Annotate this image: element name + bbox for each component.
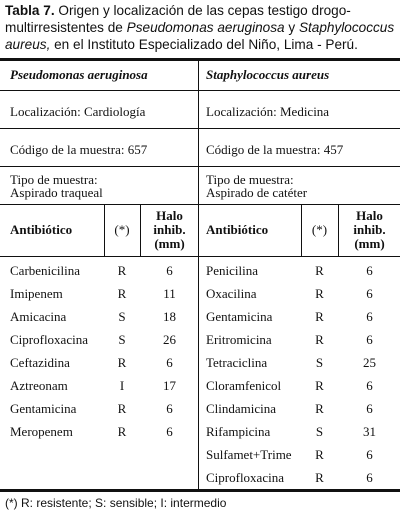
left-col-result: (*) xyxy=(114,222,130,237)
table-row-l-halo: 6 xyxy=(166,355,173,370)
table-row-r-halo: 6 xyxy=(366,401,373,416)
table-row-r-name: Oxacilina xyxy=(206,286,257,301)
table-row-r-name: Gentamicina xyxy=(206,309,273,324)
table-row-r-res: R xyxy=(315,378,324,393)
table-row-r-res: R xyxy=(315,470,324,485)
table-row-l-res: R xyxy=(117,401,127,416)
left-sample-type: Aspirado traqueal xyxy=(10,185,103,200)
rule-organism xyxy=(0,90,400,91)
table-row-l-res: I xyxy=(119,378,125,393)
table-row-r-name: Sulfamet+Trime xyxy=(206,447,292,462)
rule-header xyxy=(0,256,400,257)
table-row-r-res: R xyxy=(315,447,324,462)
table-row-r-name: Rifampicina xyxy=(206,424,271,439)
table-row-r-halo: 6 xyxy=(366,470,373,485)
caption-label: Tabla 7. xyxy=(5,3,55,18)
table-row-r-res: R xyxy=(315,263,324,278)
table-row-l-halo: 11 xyxy=(163,286,176,301)
table-row-r-res: R xyxy=(315,401,324,416)
table-row-l-res: R xyxy=(117,263,127,278)
table-row-l-name: Carbenicilina xyxy=(10,263,81,278)
table-row-l-name: Amicacina xyxy=(10,309,67,324)
table-row-r-halo: 6 xyxy=(366,263,373,278)
left-col-antibiotic: Antibiótico xyxy=(10,222,73,237)
table-row-r-halo: 25 xyxy=(363,355,376,370)
left-localization: Localización: Cardiología xyxy=(10,104,146,119)
rule-top xyxy=(0,58,400,61)
table-row-l-halo: 6 xyxy=(166,401,173,416)
table-row-r-name: Eritromicina xyxy=(206,332,272,347)
table-row-l-name: Aztreonam xyxy=(10,378,68,393)
table-row-r-name: Cloramfenicol xyxy=(206,378,282,393)
right-organism: Staphylococcus aureus xyxy=(206,67,330,82)
table-footnote: (*) R: resistente; S: sensible; I: intermedio xyxy=(5,496,227,510)
table-row-l-res: R xyxy=(117,424,127,439)
rule-localization xyxy=(0,128,400,129)
rule-type xyxy=(0,204,400,205)
table-row-l-name: Gentamicina xyxy=(10,401,77,416)
right-col-result: (*) xyxy=(311,222,328,237)
right-sample-type-label: Tipo de muestra: xyxy=(206,172,294,187)
table-row-r-res: R xyxy=(315,286,324,301)
table-row-l-name: Imipenem xyxy=(10,286,63,301)
table-row-r-halo: 6 xyxy=(366,378,373,393)
right-col-halo-2: inhib. xyxy=(353,222,386,237)
table-row-l-halo: 18 xyxy=(163,309,176,324)
table-row-r-halo: 6 xyxy=(366,447,373,462)
table-row-r-halo: 6 xyxy=(366,332,373,347)
divider-center xyxy=(198,61,199,489)
table-caption: Tabla 7. Origen y localización de las cepas testigo drogo-multirresistentes de Pseudomonas aeruginosa y Staphylococcus aureus, en el Instituto Especializado del Niño, Lima - Perú. xyxy=(5,3,395,52)
rule-bottom xyxy=(0,489,400,492)
table-row-l-name: Meropenem xyxy=(10,424,73,439)
table-row-l-halo: 26 xyxy=(163,332,176,347)
table-row-r-halo: 6 xyxy=(366,286,373,301)
left-sample-code: Código de la muestra: 657 xyxy=(10,142,148,157)
table-row-l-name: Ciprofloxacina xyxy=(10,332,88,347)
rule-code xyxy=(0,166,400,167)
table-row-l-res: R xyxy=(117,286,127,301)
table-row-l-halo: 17 xyxy=(163,378,176,393)
table-row-r-name: Penicilina xyxy=(206,263,258,278)
table-row-r-name: Ciprofloxacina xyxy=(206,470,284,485)
right-col-halo-1: Halo xyxy=(356,208,383,223)
table-row-r-halo: 31 xyxy=(363,424,376,439)
left-col-halo-3: (mm) xyxy=(154,236,185,251)
table-row-l-res: R xyxy=(117,355,127,370)
right-col-halo-3: (mm) xyxy=(354,236,385,251)
left-sample-type-label: Tipo de muestra: xyxy=(10,172,98,187)
table-row-r-res: R xyxy=(315,332,324,347)
table-row-l-halo: 6 xyxy=(166,263,173,278)
table-row-l-name: Ceftazidina xyxy=(10,355,70,370)
left-col-halo-1: Halo xyxy=(156,208,183,223)
right-col-antibiotic: Antibiótico xyxy=(206,222,269,237)
left-col-halo-2: inhib. xyxy=(153,222,186,237)
table-row-r-name: Clindamicina xyxy=(206,401,277,416)
right-sample-code: Código de la muestra: 457 xyxy=(206,142,344,157)
table-row-l-res: S xyxy=(118,332,126,347)
table-row-l-res: S xyxy=(118,309,126,324)
right-sample-type: Aspirado de catéter xyxy=(206,185,308,200)
table-row-r-res: S xyxy=(315,355,324,370)
table-row-r-res: R xyxy=(315,309,324,324)
table-row-r-res: S xyxy=(315,424,324,439)
table-row-r-name: Tetraciclina xyxy=(206,355,268,370)
table-row-l-halo: 6 xyxy=(166,424,173,439)
left-organism: Pseudomonas aeruginosa xyxy=(10,67,148,82)
table-row-r-halo: 6 xyxy=(366,309,373,324)
right-localization: Localización: Medicina xyxy=(206,104,330,119)
